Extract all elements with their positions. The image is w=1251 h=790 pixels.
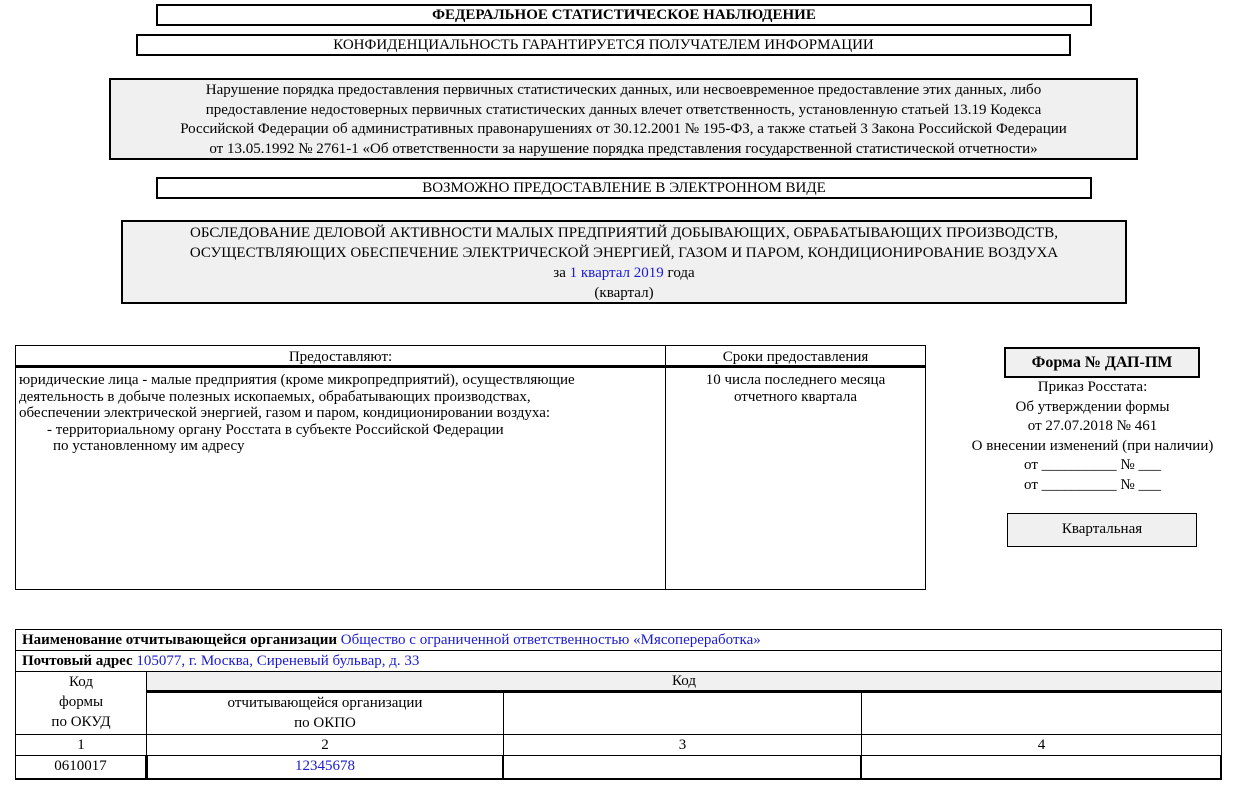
okpo-header-line: по ОКПО [294,715,356,731]
okpo-value[interactable]: 12345678 [146,756,504,780]
order-line: Приказ Росстата: [1037,379,1148,395]
reporting-period [123,263,1125,283]
deadline-line: 10 числа последнего месяца [705,372,886,388]
okpo-header [146,693,504,734]
col3-header [504,693,862,734]
okud-header [15,671,146,734]
org-address-label: Почтовый адрес [22,653,133,669]
organization-table [15,629,1222,780]
order-info [950,378,1235,495]
col-number-4: 4 [862,734,1222,756]
survey-title-line: ОБСЛЕДОВАНИЕ ДЕЛОВОЙ АКТИВНОСТИ МАЛЫХ ПРЕДПРИЯТИЙ ДОБЫВАЮЩИХ, ОБРАБАТЫВАЮЩИХ ПРОИЗВОДСТВ, [190,225,1058,241]
okud-value: 0610017 [15,756,146,780]
period-hint: (квартал) [594,285,654,301]
okud-header-line: по ОКУД [51,714,111,730]
submitters-address-note: по установленному им адресу [53,438,245,454]
okpo-header-line: отчитывающейся организации [227,695,423,711]
org-name-value[interactable]: Общество с ограниченной ответственностью «Мясопереработка» [340,632,761,648]
submitters-line: юридические лица - малые предприятия (кроме микропредприятий), осуществляющие [19,372,575,388]
survey-title-line: ОСУЩЕСТВЛЯЮЩИХ ОБЕСПЕЧЕНИЕ ЭЛЕКТРИЧЕСКОЙ ЭНЕРГИЕЙ, ГАЗОМ И ПАРОМ, КОНДИЦИОНИРОВАНИЕ ВОЗДУХА [189,245,1059,261]
period-value[interactable]: 1 квартал 2019 [569,265,664,281]
federal-observation-title: ФЕДЕРАЛЬНОЕ СТАТИСТИЧЕСКОЕ НАБЛЮДЕНИЕ [156,4,1092,26]
warning-line: Нарушение порядка предоставления первичных статистических данных, или несвоевременное предоставление этих данных, либо [205,82,1042,98]
deadline-line: отчетного квартала [734,388,857,405]
submitters-recipient: - территориальному органу Росстата в субъекте Российской Федерации [47,421,504,438]
liability-warning [109,78,1138,160]
org-address-row [15,650,1222,672]
order-line: Об утверждении формы [1015,398,1170,415]
col3-value[interactable] [504,756,862,780]
form-number: Форма № ДАП-ПМ [1004,347,1200,378]
org-name-row [15,629,1222,651]
confidentiality-notice: КОНФИДЕНЦИАЛЬНОСТЬ ГАРАНТИРУЕТСЯ ПОЛУЧАТЕЛЕМ ИНФОРМАЦИИ [136,34,1071,56]
org-name-label: Наименование отчитывающейся организации [22,632,338,648]
code-header: Код [146,671,1222,693]
order-line: от 27.07.2018 № 461 [1027,418,1158,434]
electronic-submission-notice: ВОЗМОЖНО ПРЕДОСТАВЛЕНИЕ В ЭЛЕКТРОННОМ ВИДЕ [156,177,1092,199]
col-number-2: 2 [146,734,504,756]
submitters-line: деятельность в добыче полезных ископаемых, обрабатывающих производствах, [19,388,531,405]
submitters-cell [16,368,666,589]
periodicity-box: Квартальная [1007,513,1197,547]
warning-line: от 13.05.1992 № 2761-1 «Об ответственности за нарушение порядка представления государственной статистической отчетности» [209,140,1038,157]
col-number-3: 3 [504,734,862,756]
okud-header-line: формы [58,694,104,710]
submission-table [15,345,926,590]
warning-line: Российской Федерации об административных правонарушениях от 30.12.2001 № 195-ФЗ, а также статьей 3 Закона Российской Федерации [180,121,1067,137]
col4-value[interactable] [862,756,1222,780]
period-suffix: года [667,265,695,281]
survey-title-box [121,220,1127,304]
order-line: от __________ № ___ [1024,457,1161,473]
deadlines-header: Сроки предоставления [666,346,925,368]
col-number-1: 1 [15,734,146,756]
col4-header [862,693,1222,734]
org-address-value[interactable]: 105077, г. Москва, Сиреневый бульвар, д. 33 [136,653,420,669]
okud-header-line: Код [69,674,93,690]
warning-line: предоставление недостоверных первичных статистических данных влечет ответственность, установленную статьей 13.19 Кодекса [205,101,1042,118]
deadlines-cell [666,368,925,589]
order-line: от __________ № ___ [1024,476,1161,493]
submitters-header: Предоставляют: [16,346,666,368]
period-prefix: за [553,265,566,281]
submitters-line: обеспечении электрической энергией, газом и паром, кондиционировании воздуха: [19,405,551,421]
order-line: О внесении изменений (при наличии) [971,437,1214,454]
